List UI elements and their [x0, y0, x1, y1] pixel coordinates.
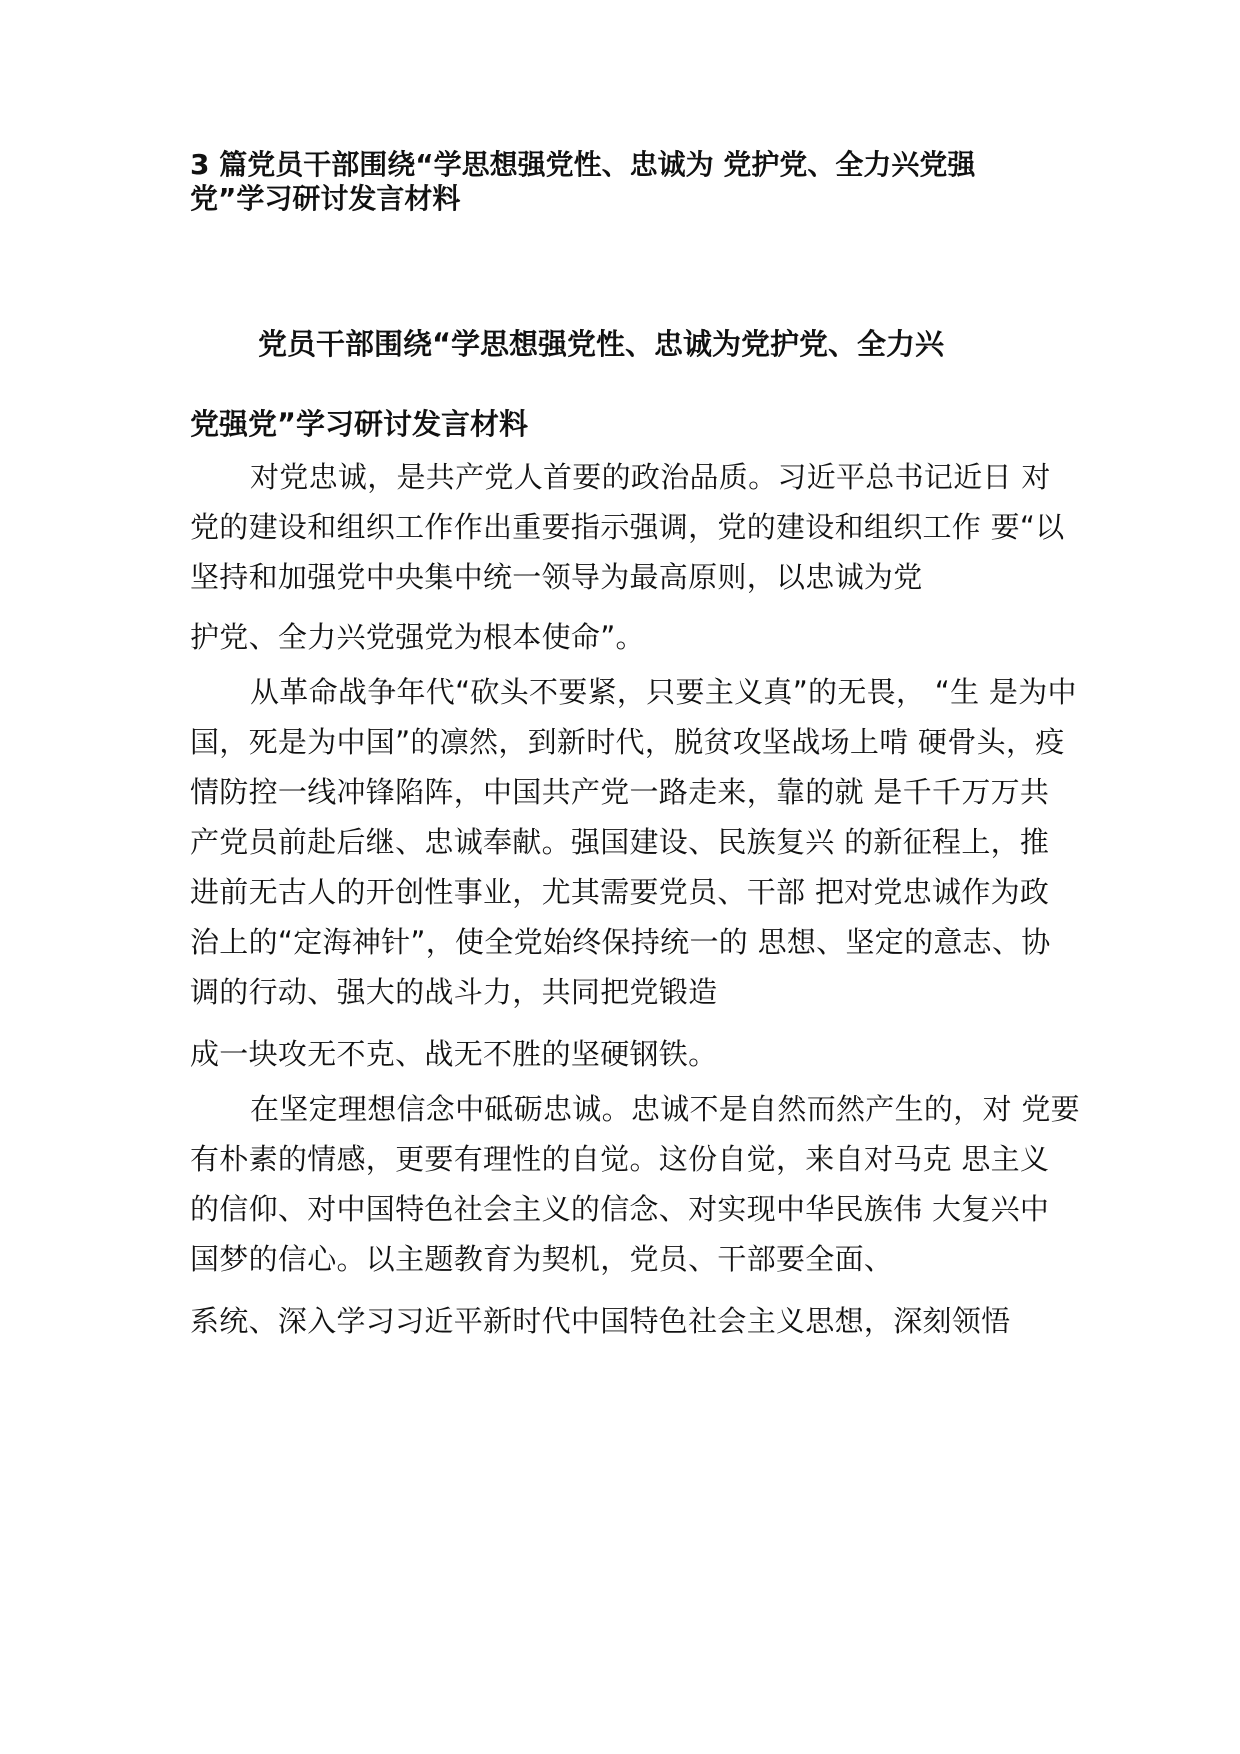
paragraph-2-line-5: 进前无古人的开创性事业，尤其需要党员、干部 把对党忠诚作为政: [190, 875, 1050, 909]
paragraph-2-line-4: 产党员前赴后继、忠诚奉献。强国建设、民族复兴 的新征程上，推: [190, 825, 1050, 859]
paragraph-2-line-1: 从革命战争年代“砍头不要紧，只要主义真”的无畏， “生 是为中: [250, 675, 1077, 709]
paragraph-1-line-3: 坚持和加强党中央集中统一领导为最高原则，以忠诚为党: [190, 560, 923, 594]
paragraph-2-line-2: 国，死是为中国”的凛然，到新时代，脱贫攻坚战场上啃 硬骨头，疫: [190, 725, 1065, 759]
paragraph-2-line-8: 成一块攻无不克、战无不胜的坚硬钢铁。: [190, 1037, 718, 1071]
document-top-title-line-1: 3 篇党员干部围绕“学思想强党性、忠诚为 党护党、全力兴党强: [190, 148, 976, 181]
paragraph-3-line-4: 国梦的信心。以主题教育为契机，党员、干部要全面、: [190, 1242, 894, 1276]
paragraph-3-line-1: 在坚定理想信念中砥砺忠诚。忠诚不是自然而然产生的，对 党要: [250, 1092, 1080, 1126]
paragraph-2-line-6: 治上的“定海神针”，使全党始终保持统一的 思想、坚定的意志、协: [190, 925, 1051, 959]
paragraph-3-line-2: 有朴素的情感，更要有理性的自觉。这份自觉，来自对马克 思主义: [190, 1142, 1050, 1176]
paragraph-2-line-3: 情防控一线冲锋陷阵，中国共产党一路走来，靠的就 是千千万万共: [190, 775, 1050, 809]
main-title-line-2: 党强党”学习研讨发言材料: [190, 407, 529, 441]
paragraph-3-line-3: 的信仰、对中国特色社会主义的信念、对实现中华民族伟 大复兴中: [190, 1192, 1050, 1226]
document-top-title-line-2: 党”学习研讨发言材料: [190, 182, 461, 215]
paragraph-1-line-4: 护党、全力兴党强党为根本使命”。: [190, 620, 645, 654]
paragraph-3-line-5: 系统、深入学习习近平新时代中国特色社会主义思想，深刻领悟: [190, 1304, 1011, 1338]
paragraph-1-line-2: 党的建设和组织工作作出重要指示强调，党的建设和组织工作 要“以: [190, 510, 1065, 544]
main-title-line-1: 党员干部围绕“学思想强党性、忠诚为党护党、全力兴: [258, 327, 945, 361]
paragraph-1-line-1: 对党忠诚，是共产党人首要的政治品质。习近平总书记近日 对: [250, 460, 1051, 494]
paragraph-2-line-7: 调的行动、强大的战斗力，共同把党锻造: [190, 975, 718, 1009]
